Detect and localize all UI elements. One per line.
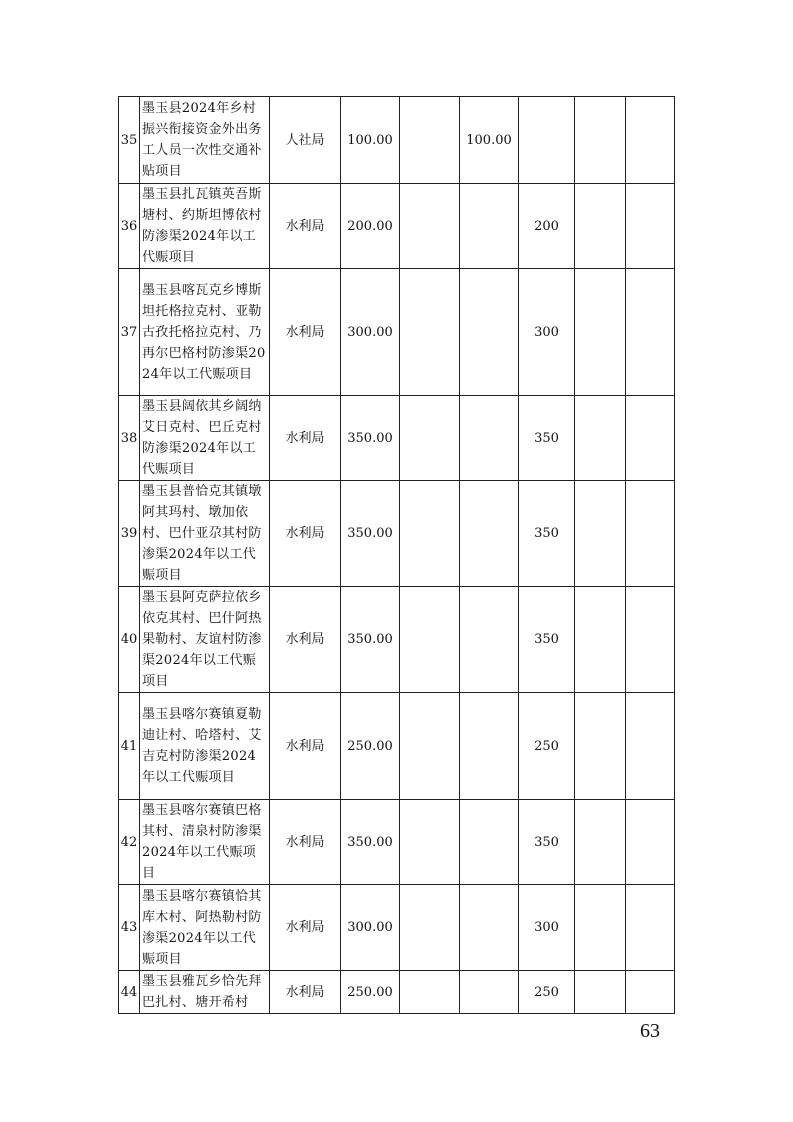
amount-col-5	[626, 800, 675, 885]
table-row	[119, 971, 675, 1014]
amount-col-3: 200	[519, 184, 575, 269]
amount-col-1	[400, 97, 460, 184]
amount-col-4	[575, 97, 626, 184]
amount-col-3: 250	[519, 693, 575, 800]
amount-col-2	[460, 971, 519, 1014]
department: 水利局	[270, 693, 341, 800]
department: 水利局	[270, 184, 341, 269]
total-amount: 250.00	[341, 971, 400, 1014]
amount-col-4	[575, 885, 626, 971]
amount-col-3: 250	[519, 971, 575, 1014]
page-number: 63	[640, 1020, 660, 1042]
total-amount: 200.00	[341, 184, 400, 269]
amount-col-2	[460, 481, 519, 587]
amount-col-5	[626, 971, 675, 1014]
project-name: 墨玉县喀尔赛镇夏勒迪让村、哈塔村、艾吉克村防渗渠2024年以工代赈项目	[140, 693, 270, 800]
amount-col-3: 300	[519, 885, 575, 971]
department: 水利局	[270, 800, 341, 885]
table-row	[119, 396, 675, 481]
amount-col-4	[575, 693, 626, 800]
amount-col-4	[575, 587, 626, 693]
row-number: 40	[119, 587, 140, 693]
total-amount: 350.00	[341, 800, 400, 885]
table-row	[119, 800, 675, 885]
project-table	[118, 96, 675, 1014]
project-name: 墨玉县2024年乡村振兴衔接资金外出务工人员一次性交通补贴项目	[140, 97, 270, 184]
table-row	[119, 184, 675, 269]
project-name: 墨玉县阿克萨拉依乡依克其村、巴什阿热果勒村、友谊村防渗渠2024年以工代赈项目	[140, 587, 270, 693]
amount-col-3: 300	[519, 269, 575, 396]
project-name: 墨玉县喀瓦克乡博斯坦托格拉克村、亚勒古孜托格拉克村、乃再尔巴格村防渗渠2024年以工代赈项目	[140, 269, 270, 396]
table-row	[119, 481, 675, 587]
row-number: 42	[119, 800, 140, 885]
row-number: 39	[119, 481, 140, 587]
amount-col-2	[460, 269, 519, 396]
amount-col-5	[626, 184, 675, 269]
row-number: 38	[119, 396, 140, 481]
amount-col-1	[400, 800, 460, 885]
amount-col-5	[626, 587, 675, 693]
department: 水利局	[270, 587, 341, 693]
department: 水利局	[270, 481, 341, 587]
amount-col-4	[575, 971, 626, 1014]
row-number: 37	[119, 269, 140, 396]
amount-col-5	[626, 269, 675, 396]
amount-col-3: 350	[519, 481, 575, 587]
total-amount: 350.00	[341, 587, 400, 693]
amount-col-1	[400, 184, 460, 269]
amount-col-2	[460, 693, 519, 800]
project-name: 墨玉县阔依其乡阔纳艾日克村、巴丘克村防渗渠2024年以工代赈项目	[140, 396, 270, 481]
amount-col-2	[460, 396, 519, 481]
amount-col-4	[575, 396, 626, 481]
table-row	[119, 97, 675, 184]
amount-col-2	[460, 184, 519, 269]
project-name: 墨玉县扎瓦镇英吾斯塘村、约斯坦博依村防渗渠2024年以工代赈项目	[140, 184, 270, 269]
amount-col-1	[400, 396, 460, 481]
table-row	[119, 885, 675, 971]
total-amount: 250.00	[341, 693, 400, 800]
table-row	[119, 587, 675, 693]
amount-col-2	[460, 800, 519, 885]
project-name: 墨玉县普恰克其镇墩阿其玛村、墩加依村、巴什亚尕其村防渗渠2024年以工代赈项目	[140, 481, 270, 587]
amount-col-3: 350	[519, 800, 575, 885]
amount-col-2: 100.00	[460, 97, 519, 184]
amount-col-1	[400, 885, 460, 971]
amount-col-2	[460, 885, 519, 971]
amount-col-4	[575, 800, 626, 885]
amount-col-1	[400, 693, 460, 800]
amount-col-3: 350	[519, 396, 575, 481]
total-amount: 300.00	[341, 885, 400, 971]
amount-col-3: 350	[519, 587, 575, 693]
amount-col-4	[575, 184, 626, 269]
table-row	[119, 269, 675, 396]
row-number: 36	[119, 184, 140, 269]
amount-col-5	[626, 481, 675, 587]
table-row	[119, 693, 675, 800]
amount-col-1	[400, 971, 460, 1014]
department: 水利局	[270, 971, 341, 1014]
amount-col-1	[400, 587, 460, 693]
amount-col-5	[626, 693, 675, 800]
total-amount: 100.00	[341, 97, 400, 184]
total-amount: 350.00	[341, 481, 400, 587]
row-number: 44	[119, 971, 140, 1014]
total-amount: 350.00	[341, 396, 400, 481]
total-amount: 300.00	[341, 269, 400, 396]
amount-col-4	[575, 481, 626, 587]
department: 人社局	[270, 97, 341, 184]
department: 水利局	[270, 885, 341, 971]
department: 水利局	[270, 269, 341, 396]
amount-col-1	[400, 269, 460, 396]
row-number: 41	[119, 693, 140, 800]
amount-col-3	[519, 97, 575, 184]
department: 水利局	[270, 396, 341, 481]
project-name: 墨玉县喀尔赛镇巴格其村、清泉村防渗渠2024年以工代赈项目	[140, 800, 270, 885]
amount-col-5	[626, 97, 675, 184]
project-name: 墨玉县喀尔赛镇恰其库木村、阿热勒村防渗渠2024年以工代赈项目	[140, 885, 270, 971]
row-number: 43	[119, 885, 140, 971]
amount-col-1	[400, 481, 460, 587]
amount-col-5	[626, 885, 675, 971]
project-name: 墨玉县雅瓦乡恰先拜巴扎村、塘开希村	[140, 971, 270, 1014]
amount-col-2	[460, 587, 519, 693]
amount-col-4	[575, 269, 626, 396]
row-number: 35	[119, 97, 140, 184]
amount-col-5	[626, 396, 675, 481]
